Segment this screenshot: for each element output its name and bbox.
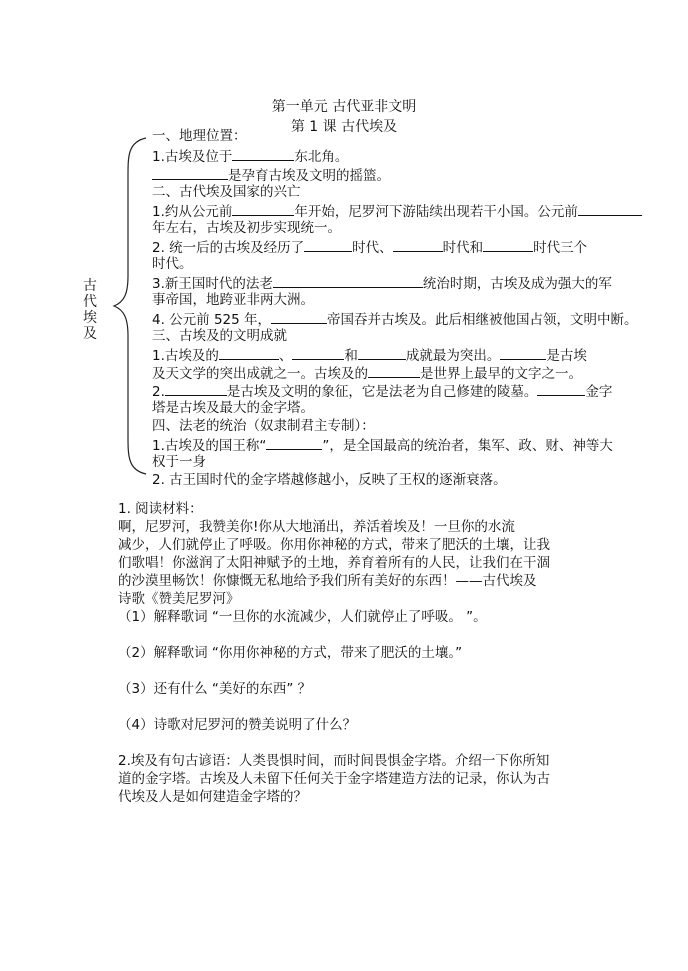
blank-line	[304, 237, 352, 252]
blank-line	[500, 345, 546, 360]
text: 、	[278, 348, 293, 364]
question-2-line: 2.埃及有句古谚语：人类畏惧时间，而时间畏惧金字塔。介绍一下你所知	[118, 753, 550, 769]
text: 帝国吞并古埃及。此后相继被他国占领，文明中断。	[327, 312, 638, 328]
outline-line: 事帝国，地跨亚非两大洲。	[152, 292, 314, 308]
blank-line	[578, 201, 642, 216]
text: 2.	[152, 384, 165, 400]
text: 是古埃及文明的象征，它是法老为自己修建的陵墓。	[226, 384, 538, 400]
side-label-char: 及	[83, 326, 97, 342]
lesson-title: 第 1 课 古代埃及	[290, 119, 398, 135]
poem-line: 啊，尼罗河，我赞美你!你从大地涌出，养活着埃及！一旦你的水流	[118, 519, 515, 535]
text: 4. 公元前 525 年，	[152, 312, 272, 328]
question-2-line: 代埃及人是如何建造金字塔的？	[118, 789, 307, 805]
outline-brace	[110, 136, 150, 476]
text: 时代三个	[533, 240, 588, 256]
section-2-heading: 二、古代埃及国家的兴亡	[152, 184, 301, 200]
blank-line	[537, 381, 585, 396]
text: 1.古埃及位于	[152, 149, 233, 165]
text: 1.约从公元前	[152, 204, 233, 220]
blank-line	[232, 201, 294, 216]
blank-line	[292, 345, 344, 360]
blank-line	[358, 345, 406, 360]
outline-line	[152, 237, 587, 258]
text: 年开始，尼罗河下游陆续出现若干小国。公元前	[294, 204, 578, 220]
poem-line: 减少，人们就停止了呼吸。你用你神秘的方式，带来了肥沃的土壤，让我	[118, 537, 550, 553]
section-4-heading: 四、法老的统治（奴隶制君主专制）：	[152, 418, 375, 434]
poem-line: 的沙漠里畅饮！你慷慨无私地给予我们所有美好的东西！——古代埃及	[118, 573, 537, 589]
text: 是世界上最早的文字之一。	[420, 366, 582, 382]
sub-question-1: （1）解释歌词 “一旦你的水流减少，人们就停止了呼吸。 ”。	[118, 609, 487, 625]
sub-question-3: （3）还有什么 “美好的东西” ？	[118, 681, 312, 697]
outline-line: 2. 古王国时代的金字塔越修越小，反映了王权的逐渐衰落。	[152, 472, 507, 488]
sub-question-2: （2）解释歌词 “你用你神秘的方式，带来了肥沃的土壤。”	[118, 645, 463, 661]
text: 是孕育古埃及文明的摇篮。	[228, 168, 390, 184]
outline-line	[152, 435, 613, 456]
blank-line	[232, 146, 294, 161]
blank-line	[165, 381, 227, 396]
outline-line: 塔是古埃及最大的金字塔。	[152, 400, 314, 416]
text: 3.新王国时代的法老	[152, 276, 273, 292]
blank-line	[271, 309, 327, 324]
text: 1.古埃及的	[152, 348, 219, 364]
outline-line: 时代。	[152, 256, 193, 272]
outline-line: 年左右，古埃及初步实现统一。	[152, 220, 341, 236]
blank-line	[483, 237, 533, 252]
outline-line	[152, 146, 348, 167]
text: 及天文学的突出成就之一。古埃及的	[152, 366, 368, 382]
side-label	[80, 278, 100, 342]
blank-line	[368, 363, 420, 378]
unit-title: 第一单元 古代亚非文明	[271, 99, 417, 115]
blank-line	[393, 237, 443, 252]
text: ”，是全国最高的统治者，集军、政、财、神等大	[322, 438, 613, 454]
text: 2. 统一后的古埃及经历了	[152, 240, 305, 256]
sub-question-4: （4）诗歌对尼罗河的赞美说明了什么？	[118, 717, 357, 733]
question-1-heading: 1. 阅读材料：	[118, 501, 203, 517]
section-3-heading: 三、古埃及的文明成就	[152, 328, 287, 344]
blank-line	[266, 435, 322, 450]
outline-line: 权于一身	[152, 454, 206, 470]
blank-line	[273, 273, 423, 288]
side-label-char: 古	[83, 278, 97, 294]
blank-line	[219, 345, 279, 360]
poem-line: 诗歌《赞美尼罗河》	[118, 591, 240, 607]
side-label-char: 代	[83, 294, 97, 310]
text: 金字	[585, 384, 613, 400]
text: 时代、	[352, 240, 393, 256]
blank-line	[152, 165, 228, 180]
text: 和	[344, 348, 358, 364]
text: 东北角。	[294, 149, 349, 165]
text: 时代和	[442, 240, 484, 256]
text: 是古埃	[546, 348, 587, 364]
poem-line: 们歌唱！你滋润了太阳神赋予的土地，养育着所有的人民，让我们在干涸	[118, 555, 550, 571]
text: 成就最为突出。	[405, 348, 501, 364]
side-label-char: 埃	[83, 310, 97, 326]
text: 1.古埃及的国王称“	[152, 438, 267, 454]
section-1-heading: 一、地理位置：	[152, 128, 247, 144]
text: 统治时期，古埃及成为强大的军	[422, 276, 612, 292]
question-2-line: 道的金字塔。古埃及人未留下任何关于金字塔建造方法的记录，你认为古	[118, 771, 550, 787]
